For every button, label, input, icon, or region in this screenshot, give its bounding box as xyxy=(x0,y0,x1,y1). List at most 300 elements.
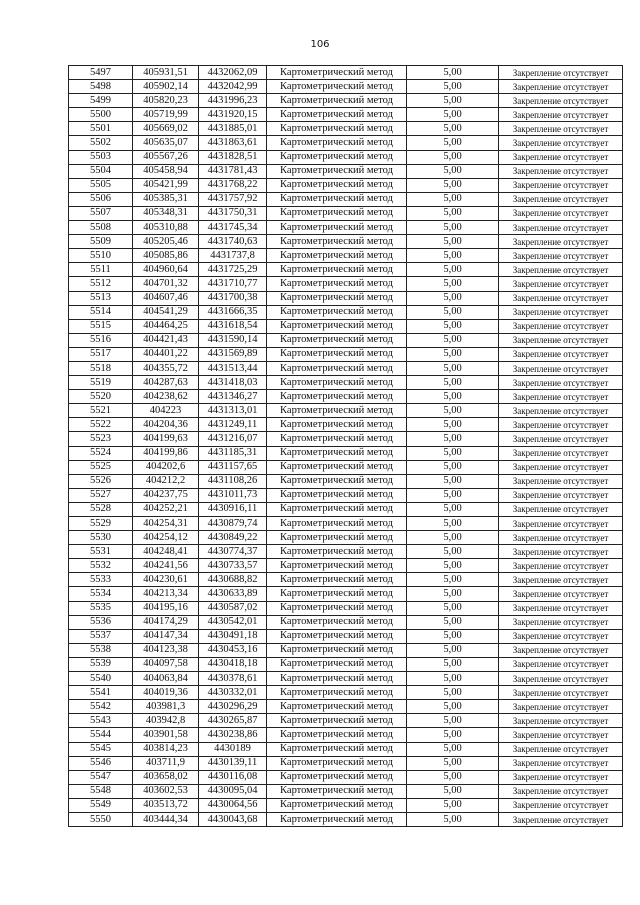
point-number-cell: 5504 xyxy=(69,164,133,178)
method-cell: Картометрический метод xyxy=(267,432,407,446)
table-row xyxy=(69,756,623,770)
status-cell: Закрепление отсутствует xyxy=(499,714,623,728)
y-coordinate-cell: 4430733,57 xyxy=(199,559,267,573)
point-number-cell: 5530 xyxy=(69,531,133,545)
table-row xyxy=(69,347,623,361)
coordinates-table-body xyxy=(69,66,623,827)
y-coordinate-cell: 4431590,14 xyxy=(199,333,267,347)
y-coordinate-cell: 4430043,68 xyxy=(199,812,267,826)
table-row xyxy=(69,601,623,615)
point-number-cell: 5544 xyxy=(69,728,133,742)
y-coordinate-cell: 4430542,01 xyxy=(199,615,267,629)
method-cell: Картометрический метод xyxy=(267,136,407,150)
precision-cell: 5,00 xyxy=(407,333,499,347)
method-cell: Картометрический метод xyxy=(267,178,407,192)
y-coordinate-cell: 4430916,11 xyxy=(199,502,267,516)
x-coordinate-cell: 404230,61 xyxy=(133,573,199,587)
y-coordinate-cell: 4431768,22 xyxy=(199,178,267,192)
point-number-cell: 5543 xyxy=(69,714,133,728)
method-cell: Картометрический метод xyxy=(267,404,407,418)
status-cell: Закрепление отсутствует xyxy=(499,545,623,559)
method-cell: Картометрический метод xyxy=(267,770,407,784)
point-number-cell: 5501 xyxy=(69,122,133,136)
precision-cell: 5,00 xyxy=(407,390,499,404)
method-cell: Картометрический метод xyxy=(267,643,407,657)
y-coordinate-cell: 4431666,35 xyxy=(199,305,267,319)
table-row xyxy=(69,80,623,94)
table-row xyxy=(69,108,623,122)
point-number-cell: 5525 xyxy=(69,460,133,474)
point-number-cell: 5521 xyxy=(69,404,133,418)
precision-cell: 5,00 xyxy=(407,221,499,235)
y-coordinate-cell: 4431216,07 xyxy=(199,432,267,446)
precision-cell: 5,00 xyxy=(407,446,499,460)
y-coordinate-cell: 4430453,16 xyxy=(199,643,267,657)
method-cell: Картометрический метод xyxy=(267,361,407,375)
precision-cell: 5,00 xyxy=(407,291,499,305)
precision-cell: 5,00 xyxy=(407,94,499,108)
point-number-cell: 5499 xyxy=(69,94,133,108)
x-coordinate-cell: 405310,88 xyxy=(133,221,199,235)
table-row xyxy=(69,319,623,333)
x-coordinate-cell: 404212,2 xyxy=(133,474,199,488)
point-number-cell: 5507 xyxy=(69,206,133,220)
table-row xyxy=(69,206,623,220)
y-coordinate-cell: 4431157,65 xyxy=(199,460,267,474)
y-coordinate-cell: 4430774,37 xyxy=(199,545,267,559)
status-cell: Закрепление отсутствует xyxy=(499,460,623,474)
x-coordinate-cell: 404401,22 xyxy=(133,347,199,361)
x-coordinate-cell: 405635,07 xyxy=(133,136,199,150)
point-number-cell: 5524 xyxy=(69,446,133,460)
precision-cell: 5,00 xyxy=(407,122,499,136)
y-coordinate-cell: 4431418,03 xyxy=(199,376,267,390)
table-row xyxy=(69,531,623,545)
point-number-cell: 5513 xyxy=(69,291,133,305)
x-coordinate-cell: 405205,46 xyxy=(133,235,199,249)
point-number-cell: 5510 xyxy=(69,249,133,263)
status-cell: Закрепление отсутствует xyxy=(499,333,623,347)
method-cell: Картометрический метод xyxy=(267,784,407,798)
status-cell: Закрепление отсутствует xyxy=(499,192,623,206)
method-cell: Картометрический метод xyxy=(267,221,407,235)
table-row xyxy=(69,192,623,206)
x-coordinate-cell: 403513,72 xyxy=(133,798,199,812)
point-number-cell: 5502 xyxy=(69,136,133,150)
status-cell: Закрепление отсутствует xyxy=(499,404,623,418)
precision-cell: 5,00 xyxy=(407,812,499,826)
status-cell: Закрепление отсутствует xyxy=(499,601,623,615)
status-cell: Закрепление отсутствует xyxy=(499,657,623,671)
x-coordinate-cell: 403711,9 xyxy=(133,756,199,770)
y-coordinate-cell: 4431885,01 xyxy=(199,122,267,136)
y-coordinate-cell: 4431108,26 xyxy=(199,474,267,488)
precision-cell: 5,00 xyxy=(407,714,499,728)
table-row xyxy=(69,545,623,559)
table-row xyxy=(69,291,623,305)
x-coordinate-cell: 404204,36 xyxy=(133,418,199,432)
status-cell: Закрепление отсутствует xyxy=(499,531,623,545)
point-number-cell: 5542 xyxy=(69,700,133,714)
coordinates-table xyxy=(68,65,623,827)
status-cell: Закрепление отсутствует xyxy=(499,80,623,94)
y-coordinate-cell: 4430378,61 xyxy=(199,672,267,686)
y-coordinate-cell: 4431737,8 xyxy=(199,249,267,263)
x-coordinate-cell: 405085,86 xyxy=(133,249,199,263)
method-cell: Картометрический метод xyxy=(267,686,407,700)
precision-cell: 5,00 xyxy=(407,629,499,643)
x-coordinate-cell: 404254,31 xyxy=(133,517,199,531)
y-coordinate-cell: 4430587,02 xyxy=(199,601,267,615)
point-number-cell: 5523 xyxy=(69,432,133,446)
method-cell: Картометрический метод xyxy=(267,629,407,643)
precision-cell: 5,00 xyxy=(407,376,499,390)
point-number-cell: 5546 xyxy=(69,756,133,770)
precision-cell: 5,00 xyxy=(407,770,499,784)
status-cell: Закрепление отсутствует xyxy=(499,784,623,798)
precision-cell: 5,00 xyxy=(407,643,499,657)
point-number-cell: 5533 xyxy=(69,573,133,587)
x-coordinate-cell: 404063,84 xyxy=(133,672,199,686)
table-row xyxy=(69,249,623,263)
status-cell: Закрепление отсутствует xyxy=(499,305,623,319)
table-row xyxy=(69,728,623,742)
precision-cell: 5,00 xyxy=(407,742,499,756)
y-coordinate-cell: 4431740,63 xyxy=(199,235,267,249)
point-number-cell: 5547 xyxy=(69,770,133,784)
y-coordinate-cell: 4430688,82 xyxy=(199,573,267,587)
method-cell: Картометрический метод xyxy=(267,291,407,305)
point-number-cell: 5509 xyxy=(69,235,133,249)
point-number-cell: 5503 xyxy=(69,150,133,164)
method-cell: Картометрический метод xyxy=(267,263,407,277)
table-row xyxy=(69,164,623,178)
x-coordinate-cell: 404241,56 xyxy=(133,559,199,573)
y-coordinate-cell: 4432062,09 xyxy=(199,66,267,80)
x-coordinate-cell: 403942,8 xyxy=(133,714,199,728)
status-cell: Закрепление отсутствует xyxy=(499,629,623,643)
method-cell: Картометрический метод xyxy=(267,249,407,263)
table-row xyxy=(69,305,623,319)
status-cell: Закрепление отсутствует xyxy=(499,291,623,305)
x-coordinate-cell: 404199,63 xyxy=(133,432,199,446)
point-number-cell: 5529 xyxy=(69,517,133,531)
y-coordinate-cell: 4431750,31 xyxy=(199,206,267,220)
precision-cell: 5,00 xyxy=(407,249,499,263)
precision-cell: 5,00 xyxy=(407,488,499,502)
x-coordinate-cell: 404541,29 xyxy=(133,305,199,319)
precision-cell: 5,00 xyxy=(407,573,499,587)
point-number-cell: 5549 xyxy=(69,798,133,812)
table-row xyxy=(69,573,623,587)
precision-cell: 5,00 xyxy=(407,192,499,206)
status-cell: Закрепление отсутствует xyxy=(499,235,623,249)
x-coordinate-cell: 403901,58 xyxy=(133,728,199,742)
x-coordinate-cell: 404248,41 xyxy=(133,545,199,559)
table-row xyxy=(69,643,623,657)
method-cell: Картометрический метод xyxy=(267,742,407,756)
status-cell: Закрепление отсутствует xyxy=(499,319,623,333)
method-cell: Картометрический метод xyxy=(267,545,407,559)
method-cell: Картометрический метод xyxy=(267,474,407,488)
status-cell: Закрепление отсутствует xyxy=(499,756,623,770)
precision-cell: 5,00 xyxy=(407,361,499,375)
point-number-cell: 5534 xyxy=(69,587,133,601)
precision-cell: 5,00 xyxy=(407,672,499,686)
y-coordinate-cell: 4431249,11 xyxy=(199,418,267,432)
point-number-cell: 5500 xyxy=(69,108,133,122)
precision-cell: 5,00 xyxy=(407,798,499,812)
method-cell: Картометрический метод xyxy=(267,559,407,573)
x-coordinate-cell: 404701,32 xyxy=(133,277,199,291)
status-cell: Закрепление отсутствует xyxy=(499,66,623,80)
method-cell: Картометрический метод xyxy=(267,390,407,404)
method-cell: Картометрический метод xyxy=(267,573,407,587)
point-number-cell: 5508 xyxy=(69,221,133,235)
point-number-cell: 5537 xyxy=(69,629,133,643)
method-cell: Картометрический метод xyxy=(267,657,407,671)
y-coordinate-cell: 4431569,89 xyxy=(199,347,267,361)
method-cell: Картометрический метод xyxy=(267,446,407,460)
status-cell: Закрепление отсутствует xyxy=(499,249,623,263)
point-number-cell: 5531 xyxy=(69,545,133,559)
status-cell: Закрепление отсутствует xyxy=(499,700,623,714)
table-row xyxy=(69,686,623,700)
point-number-cell: 5497 xyxy=(69,66,133,80)
status-cell: Закрепление отсутствует xyxy=(499,347,623,361)
precision-cell: 5,00 xyxy=(407,756,499,770)
method-cell: Картометрический метод xyxy=(267,347,407,361)
y-coordinate-cell: 4430095,04 xyxy=(199,784,267,798)
status-cell: Закрепление отсутствует xyxy=(499,488,623,502)
y-coordinate-cell: 4430189 xyxy=(199,742,267,756)
precision-cell: 5,00 xyxy=(407,206,499,220)
precision-cell: 5,00 xyxy=(407,728,499,742)
table-row xyxy=(69,784,623,798)
method-cell: Картометрический метод xyxy=(267,601,407,615)
y-coordinate-cell: 4431781,43 xyxy=(199,164,267,178)
x-coordinate-cell: 404960,64 xyxy=(133,263,199,277)
table-row xyxy=(69,672,623,686)
x-coordinate-cell: 405385,31 xyxy=(133,192,199,206)
point-number-cell: 5520 xyxy=(69,390,133,404)
x-coordinate-cell: 405421,99 xyxy=(133,178,199,192)
y-coordinate-cell: 4431313,01 xyxy=(199,404,267,418)
table-row xyxy=(69,94,623,108)
y-coordinate-cell: 4431185,31 xyxy=(199,446,267,460)
point-number-cell: 5535 xyxy=(69,601,133,615)
x-coordinate-cell: 404199,86 xyxy=(133,446,199,460)
status-cell: Закрепление отсутствует xyxy=(499,136,623,150)
y-coordinate-cell: 4431710,77 xyxy=(199,277,267,291)
x-coordinate-cell: 404097,58 xyxy=(133,657,199,671)
status-cell: Закрепление отсутствует xyxy=(499,812,623,826)
x-coordinate-cell: 404123,38 xyxy=(133,643,199,657)
y-coordinate-cell: 4430633,89 xyxy=(199,587,267,601)
x-coordinate-cell: 405458,94 xyxy=(133,164,199,178)
precision-cell: 5,00 xyxy=(407,686,499,700)
precision-cell: 5,00 xyxy=(407,531,499,545)
point-number-cell: 5522 xyxy=(69,418,133,432)
precision-cell: 5,00 xyxy=(407,305,499,319)
y-coordinate-cell: 4432042,99 xyxy=(199,80,267,94)
y-coordinate-cell: 4430116,08 xyxy=(199,770,267,784)
point-number-cell: 5514 xyxy=(69,305,133,319)
table-row xyxy=(69,136,623,150)
point-number-cell: 5516 xyxy=(69,333,133,347)
status-cell: Закрепление отсутствует xyxy=(499,221,623,235)
y-coordinate-cell: 4430849,22 xyxy=(199,531,267,545)
point-number-cell: 5545 xyxy=(69,742,133,756)
x-coordinate-cell: 405567,26 xyxy=(133,150,199,164)
precision-cell: 5,00 xyxy=(407,784,499,798)
table-row xyxy=(69,333,623,347)
point-number-cell: 5538 xyxy=(69,643,133,657)
status-cell: Закрепление отсутствует xyxy=(499,178,623,192)
status-cell: Закрепление отсутствует xyxy=(499,587,623,601)
method-cell: Картометрический метод xyxy=(267,714,407,728)
status-cell: Закрепление отсутствует xyxy=(499,559,623,573)
point-number-cell: 5506 xyxy=(69,192,133,206)
x-coordinate-cell: 403981,3 xyxy=(133,700,199,714)
status-cell: Закрепление отсутствует xyxy=(499,728,623,742)
y-coordinate-cell: 4431618,54 xyxy=(199,319,267,333)
status-cell: Закрепление отсутствует xyxy=(499,108,623,122)
precision-cell: 5,00 xyxy=(407,235,499,249)
status-cell: Закрепление отсутствует xyxy=(499,686,623,700)
precision-cell: 5,00 xyxy=(407,136,499,150)
method-cell: Картометрический метод xyxy=(267,305,407,319)
y-coordinate-cell: 4431346,27 xyxy=(199,390,267,404)
method-cell: Картометрический метод xyxy=(267,108,407,122)
method-cell: Картометрический метод xyxy=(267,80,407,94)
point-number-cell: 5536 xyxy=(69,615,133,629)
table-row xyxy=(69,376,623,390)
y-coordinate-cell: 4430139,11 xyxy=(199,756,267,770)
table-row xyxy=(69,742,623,756)
precision-cell: 5,00 xyxy=(407,404,499,418)
y-coordinate-cell: 4431700,38 xyxy=(199,291,267,305)
status-cell: Закрепление отсутствует xyxy=(499,418,623,432)
point-number-cell: 5498 xyxy=(69,80,133,94)
point-number-cell: 5515 xyxy=(69,319,133,333)
x-coordinate-cell: 405348,31 xyxy=(133,206,199,220)
method-cell: Картометрический метод xyxy=(267,333,407,347)
y-coordinate-cell: 4430265,87 xyxy=(199,714,267,728)
method-cell: Картометрический метод xyxy=(267,728,407,742)
precision-cell: 5,00 xyxy=(407,178,499,192)
precision-cell: 5,00 xyxy=(407,601,499,615)
method-cell: Картометрический метод xyxy=(267,460,407,474)
x-coordinate-cell: 404237,75 xyxy=(133,488,199,502)
point-number-cell: 5548 xyxy=(69,784,133,798)
table-row xyxy=(69,178,623,192)
x-coordinate-cell: 404202,6 xyxy=(133,460,199,474)
x-coordinate-cell: 404019,36 xyxy=(133,686,199,700)
method-cell: Картометрический метод xyxy=(267,319,407,333)
precision-cell: 5,00 xyxy=(407,502,499,516)
precision-cell: 5,00 xyxy=(407,700,499,714)
y-coordinate-cell: 4431757,92 xyxy=(199,192,267,206)
status-cell: Закрепление отсутствует xyxy=(499,164,623,178)
point-number-cell: 5517 xyxy=(69,347,133,361)
y-coordinate-cell: 4431745,34 xyxy=(199,221,267,235)
point-number-cell: 5528 xyxy=(69,502,133,516)
status-cell: Закрепление отсутствует xyxy=(499,615,623,629)
point-number-cell: 5527 xyxy=(69,488,133,502)
x-coordinate-cell: 403444,34 xyxy=(133,812,199,826)
table-row xyxy=(69,502,623,516)
point-number-cell: 5540 xyxy=(69,672,133,686)
point-number-cell: 5541 xyxy=(69,686,133,700)
precision-cell: 5,00 xyxy=(407,587,499,601)
status-cell: Закрепление отсутствует xyxy=(499,432,623,446)
table-row xyxy=(69,629,623,643)
table-row xyxy=(69,150,623,164)
precision-cell: 5,00 xyxy=(407,432,499,446)
status-cell: Закрепление отсутствует xyxy=(499,277,623,291)
table-row xyxy=(69,488,623,502)
method-cell: Картометрический метод xyxy=(267,615,407,629)
point-number-cell: 5505 xyxy=(69,178,133,192)
y-coordinate-cell: 4430418,18 xyxy=(199,657,267,671)
precision-cell: 5,00 xyxy=(407,66,499,80)
x-coordinate-cell: 404213,34 xyxy=(133,587,199,601)
method-cell: Картометрический метод xyxy=(267,150,407,164)
precision-cell: 5,00 xyxy=(407,319,499,333)
table-row xyxy=(69,446,623,460)
method-cell: Картометрический метод xyxy=(267,235,407,249)
status-cell: Закрепление отсутствует xyxy=(499,643,623,657)
table-row xyxy=(69,277,623,291)
method-cell: Картометрический метод xyxy=(267,206,407,220)
x-coordinate-cell: 404252,21 xyxy=(133,502,199,516)
table-row xyxy=(69,235,623,249)
y-coordinate-cell: 4430238,86 xyxy=(199,728,267,742)
status-cell: Закрепление отсутствует xyxy=(499,672,623,686)
status-cell: Закрепление отсутствует xyxy=(499,361,623,375)
method-cell: Картометрический метод xyxy=(267,164,407,178)
status-cell: Закрепление отсутствует xyxy=(499,206,623,220)
y-coordinate-cell: 4431863,61 xyxy=(199,136,267,150)
y-coordinate-cell: 4431828,51 xyxy=(199,150,267,164)
status-cell: Закрепление отсутствует xyxy=(499,474,623,488)
y-coordinate-cell: 4430332,01 xyxy=(199,686,267,700)
table-row xyxy=(69,657,623,671)
table-row xyxy=(69,615,623,629)
method-cell: Картометрический метод xyxy=(267,756,407,770)
x-coordinate-cell: 403814,23 xyxy=(133,742,199,756)
table-row xyxy=(69,432,623,446)
point-number-cell: 5539 xyxy=(69,657,133,671)
method-cell: Картометрический метод xyxy=(267,798,407,812)
status-cell: Закрепление отсутствует xyxy=(499,798,623,812)
x-coordinate-cell: 404223 xyxy=(133,404,199,418)
precision-cell: 5,00 xyxy=(407,150,499,164)
point-number-cell: 5519 xyxy=(69,376,133,390)
table-row xyxy=(69,798,623,812)
point-number-cell: 5526 xyxy=(69,474,133,488)
status-cell: Закрепление отсутствует xyxy=(499,770,623,784)
table-row xyxy=(69,587,623,601)
table-row xyxy=(69,460,623,474)
table-row xyxy=(69,700,623,714)
table-row xyxy=(69,390,623,404)
table-row xyxy=(69,122,623,136)
x-coordinate-cell: 403658,02 xyxy=(133,770,199,784)
table-row xyxy=(69,66,623,80)
table-row xyxy=(69,812,623,826)
